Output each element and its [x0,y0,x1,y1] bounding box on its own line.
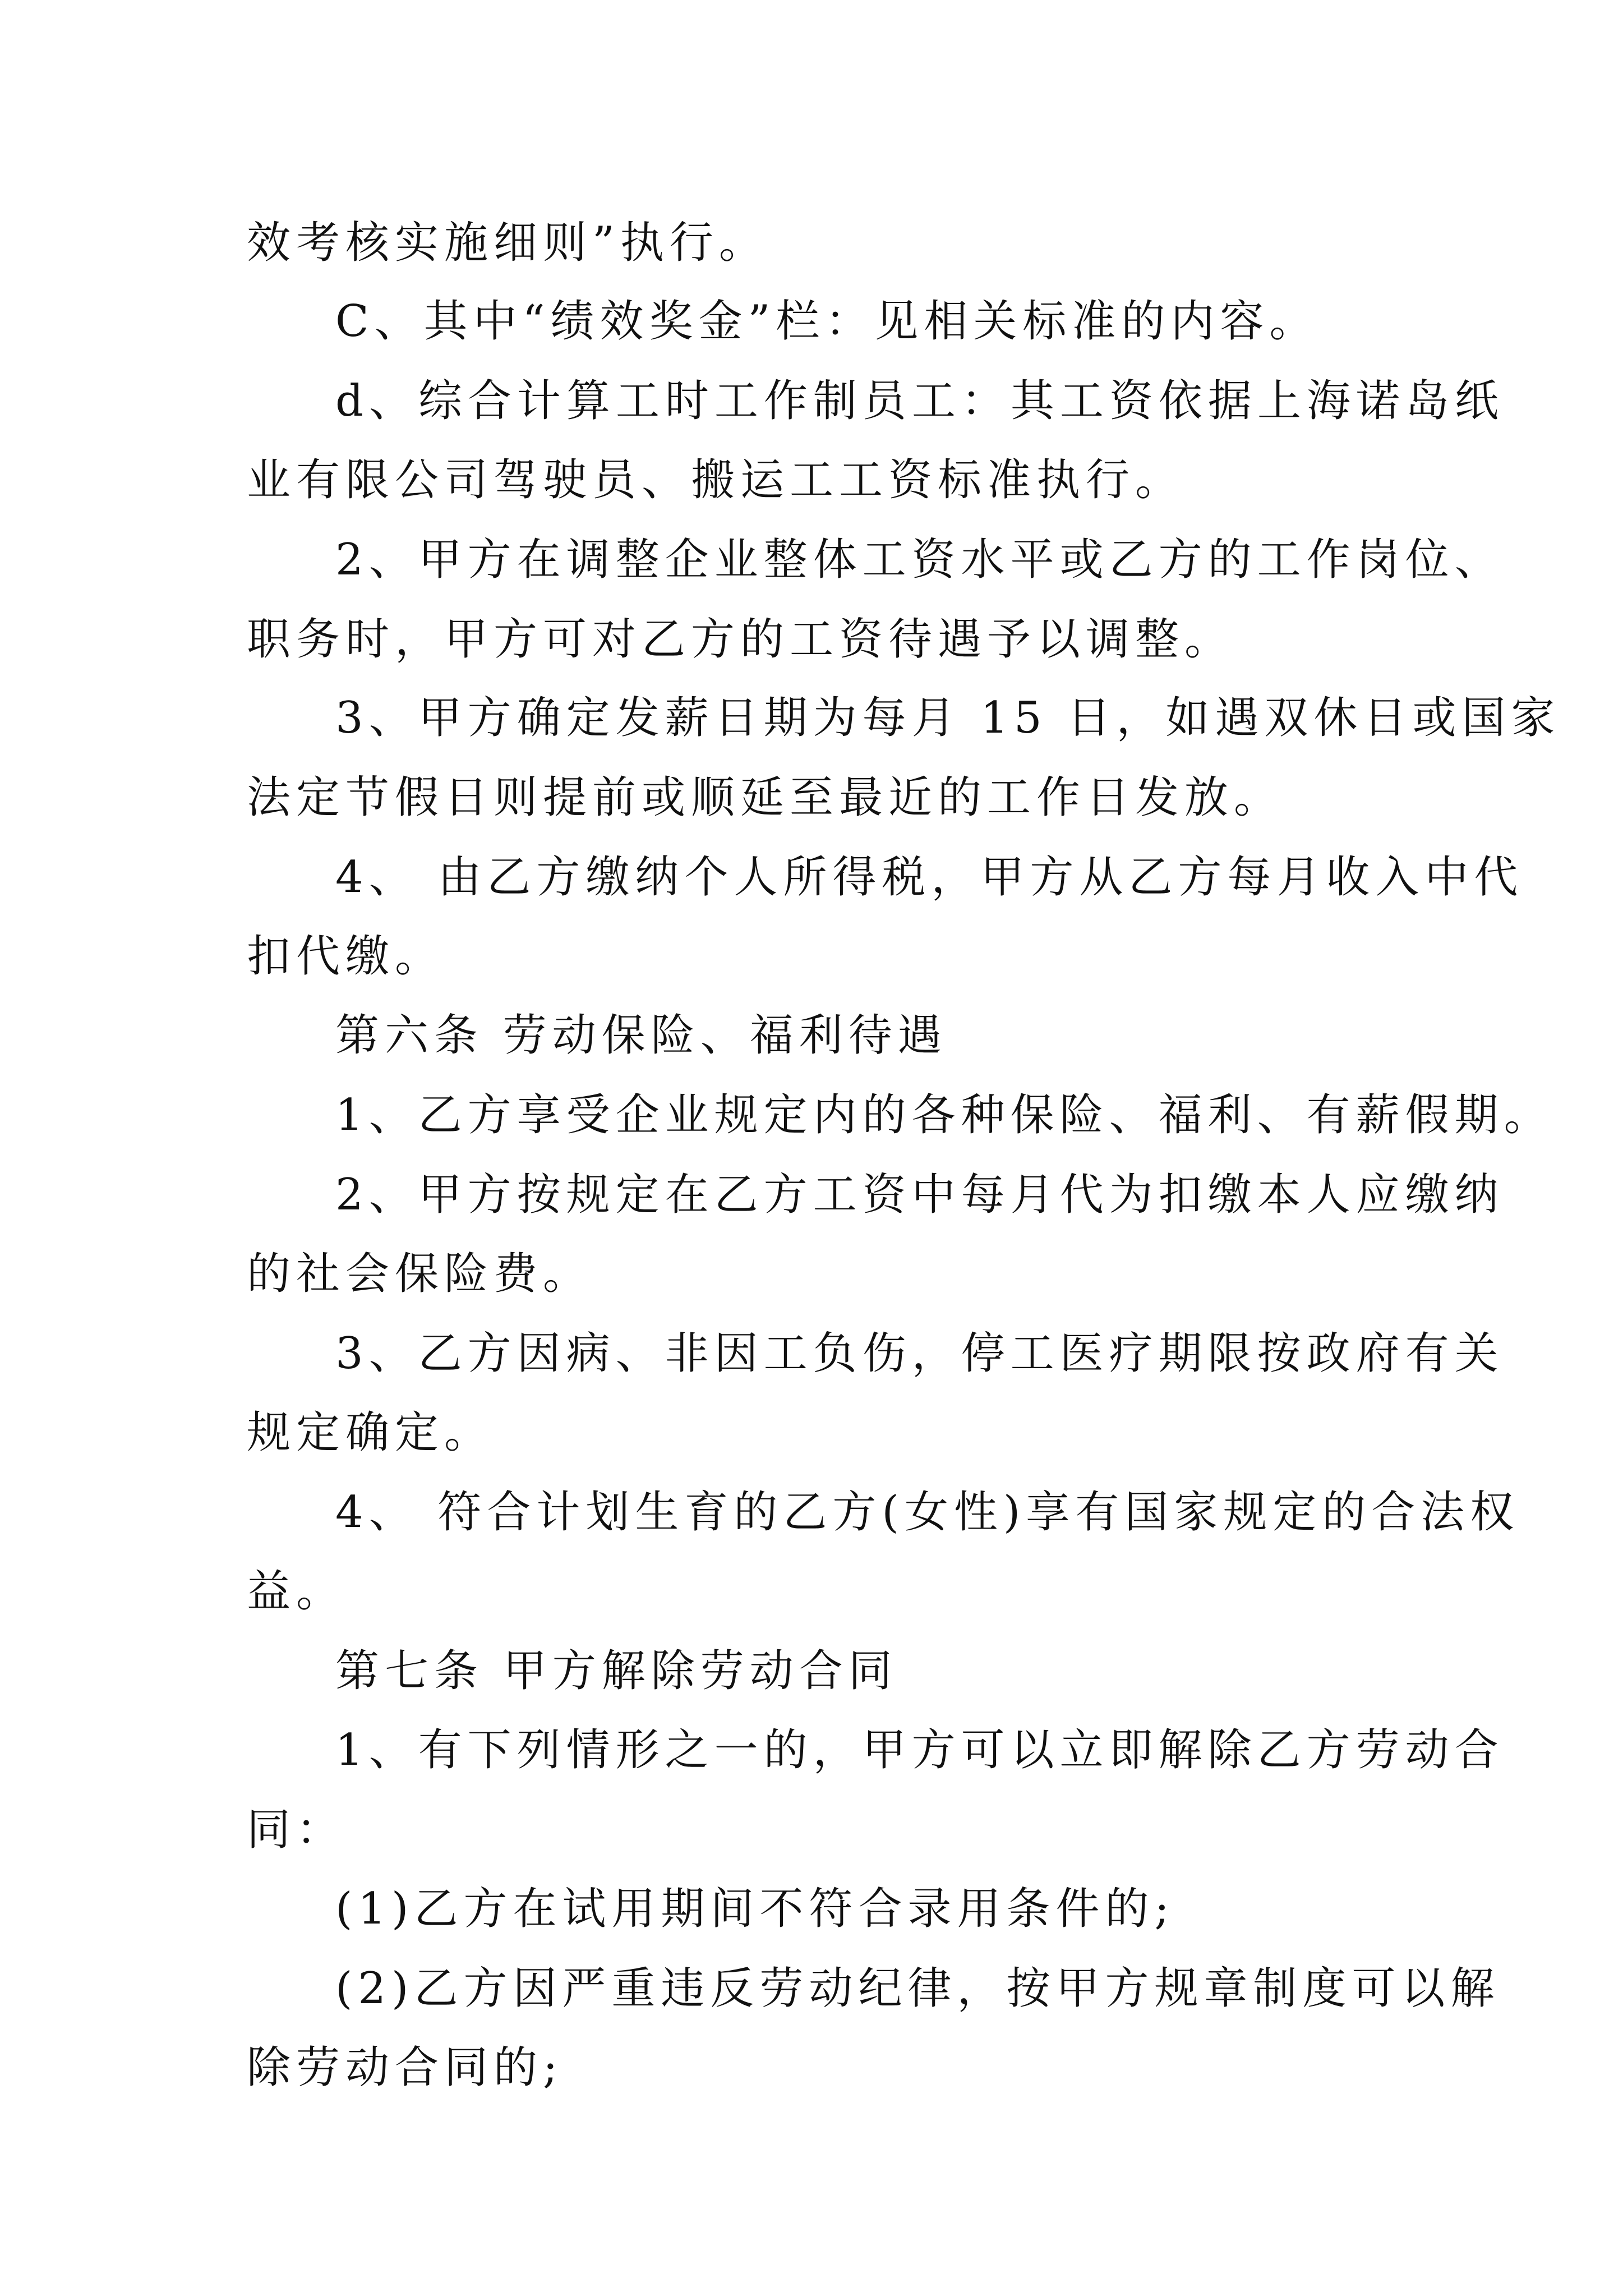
text-line: 益。 [247,1566,346,1617]
text-line: 1、乙方享受企业规定内的各种保险、福利、有薪假期。 [335,1090,1553,1140]
text-line: 2、甲方按规定在乙方工资中每月代为扣缴本人应缴纳 [335,1170,1504,1220]
text-line: C、其中“绩效奖金”栏：见相关标准的内容。 [335,296,1319,347]
text-line: 2、甲方在调整企业整体工资水平或乙方的工作岗位、 [335,535,1504,585]
text-line: (2)乙方因严重违反劳动纪律，按甲方规章制度可以解 [335,1963,1500,2014]
text-line: 4、 由乙方缴纳个人所得税，甲方从乙方每月收入中代 [335,852,1524,903]
text-line: 职务时，甲方可对乙方的工资待遇予以调整。 [247,614,1234,665]
text-line: 的社会保险费。 [247,1249,593,1299]
text-line: 业有限公司驾驶员、搬运工工资标准执行。 [247,455,1185,505]
text-line: 3、甲方确定发薪日期为每月 15 日，如遇双休日或国家 [335,693,1561,743]
text-line: 效考核实施细则”执行。 [247,218,768,268]
text-line: 法定节假日则提前或顺延至最近的工作日发放。 [247,772,1284,823]
text-line: 第六条 劳动保险、福利待遇 [335,1010,947,1061]
text-line: 4、 符合计划生育的乙方(女性)享有国家规定的合法权 [335,1487,1520,1538]
text-line: 3、乙方因病、非因工负伤，停工医疗期限按政府有关 [335,1328,1504,1379]
text-line: 第七条 甲方解除劳动合同 [335,1646,898,1696]
text-line: 同： [247,1805,346,1855]
text-line: 扣代缴。 [247,931,445,982]
text-line: 规定确定。 [247,1407,494,1458]
text-line: (1)乙方在试用期间不符合录用条件的; [335,1884,1175,1934]
text-line: 1、有下列情形之一的，甲方可以立即解除乙方劳动合 [335,1725,1504,1775]
text-line: 除劳动合同的; [247,2042,564,2093]
text-line: d、综合计算工时工作制员工：其工资依据上海诺岛纸 [335,376,1504,426]
